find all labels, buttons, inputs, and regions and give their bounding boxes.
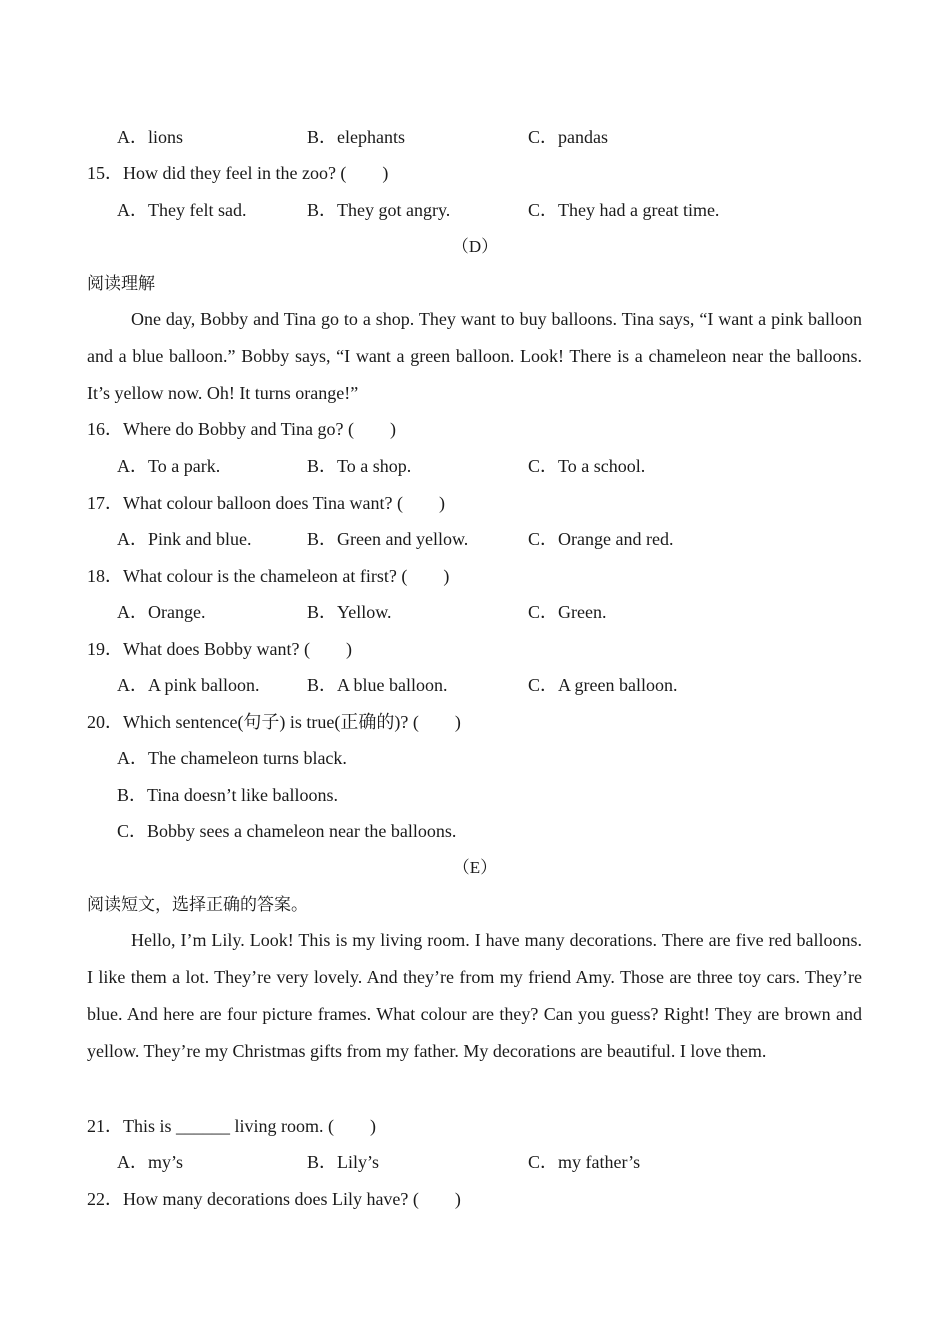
section-d-instruction: 阅读理解 (87, 274, 155, 294)
q20-option-a[interactable]: A．The chameleon turns black. (117, 748, 347, 768)
q18-option-a[interactable]: A．Orange. (117, 602, 206, 622)
q19-option-a[interactable]: A．A pink balloon. (117, 675, 260, 695)
section-e-label: （E） (452, 858, 498, 877)
q22-question: 22．How many decorations does Lily have? ( ) (87, 1189, 461, 1209)
q16-option-a[interactable]: A．To a park. (117, 456, 221, 476)
q16-options (117, 455, 877, 477)
q15-question: 15．How did they feel in the zoo? ( ) (87, 163, 389, 183)
section-d-passage: One day, Bobby and Tina go to a shop. They want to buy balloons. Tina says, “I want a pink balloon and a blue balloon.” Bobby says, “I want a green balloon. Look! There is a chameleon near the balloons. It’s yellow now. Oh! It turns orange!” (87, 309, 862, 403)
q18-option-c[interactable]: C．Green. (528, 602, 607, 622)
q15-option-b[interactable]: B．They got angry. (307, 200, 451, 220)
q21-option-c[interactable]: C．my father’s (528, 1152, 641, 1172)
q17-question: 17．What colour balloon does Tina want? ( ) (87, 493, 445, 513)
q17-option-a[interactable]: A．Pink and blue. (117, 529, 252, 549)
q17-options (117, 528, 877, 550)
q20-option-c[interactable]: C．Bobby sees a chameleon near the balloons. (117, 821, 457, 841)
q19-question: 19．What does Bobby want? ( ) (87, 639, 352, 659)
q18-options (117, 601, 877, 623)
section-d-label: （D） (451, 237, 499, 256)
q16-option-c[interactable]: C．To a school. (528, 456, 646, 476)
q20-option-b[interactable]: B．Tina doesn’t like balloons. (117, 785, 339, 805)
q17-option-b[interactable]: B．Green and yellow. (307, 529, 469, 549)
q19-option-b[interactable]: B．A blue balloon. (307, 675, 448, 695)
q18-question: 18．What colour is the chameleon at first? ( ) (87, 566, 450, 586)
q21-option-b[interactable]: B．Lily’s (307, 1152, 380, 1172)
q17-option-c[interactable]: C．Orange and red. (528, 529, 674, 549)
q21-question: 21．This is ______ living room. ( ) (87, 1116, 376, 1136)
q21-options (117, 1151, 877, 1173)
q16-option-b[interactable]: B．To a shop. (307, 456, 412, 476)
section-e-instruction: 阅读短文，选择正确的答案。 (87, 895, 308, 915)
q20-question: 20．Which sentence(句子) is true(正确的)? ( ) (87, 712, 461, 732)
q15-option-c[interactable]: C．They had a great time. (528, 200, 720, 220)
q19-options (117, 674, 877, 696)
q15-option-a[interactable]: A．They felt sad. (117, 200, 247, 220)
q21-option-a[interactable]: A．my’s (117, 1152, 184, 1172)
q16-question: 16．Where do Bobby and Tina go? ( ) (87, 419, 396, 439)
q14-option-c[interactable]: C．pandas (528, 127, 608, 147)
q14-options (117, 126, 877, 148)
section-e-passage: Hello, I’m Lily. Look! This is my living room. I have many decorations. There are five red balloons. I like them a lot. They’re very lovely. And they’re from my friend Amy. Those are three toy cars. They’re blue. And here are four picture frames. What colour are they? Can you guess? Right! They are brown and yellow. They’re my Christmas gifts from my father. My decorations are beautiful. I love them. (87, 930, 862, 1061)
q18-option-b[interactable]: B．Yellow. (307, 602, 392, 622)
q15-options (117, 199, 877, 221)
q14-option-a[interactable]: A．lions (117, 127, 184, 147)
q14-option-b[interactable]: B．elephants (307, 127, 405, 147)
q19-option-c[interactable]: C．A green balloon. (528, 675, 678, 695)
